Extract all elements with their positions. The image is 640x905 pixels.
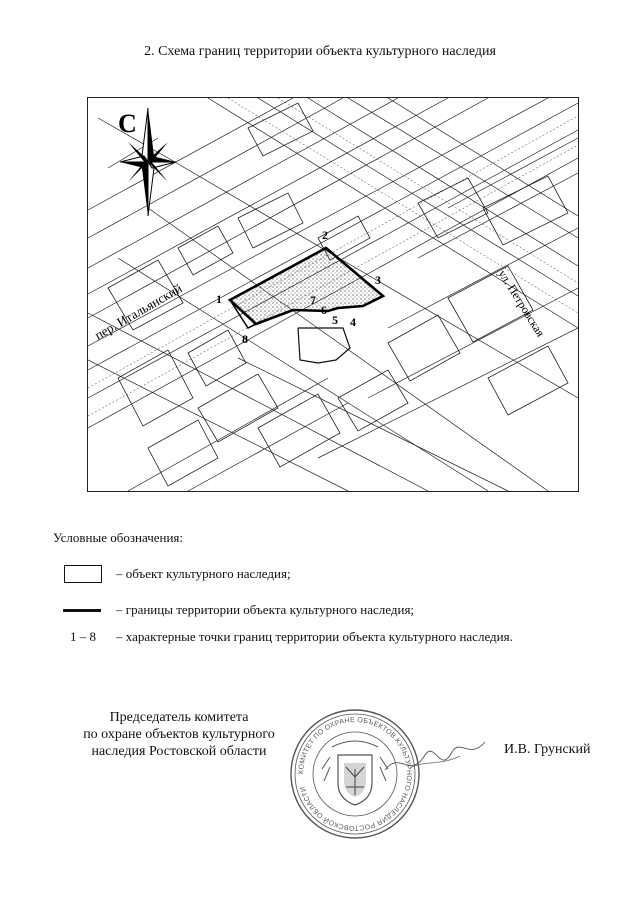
- street-label-petrovskaya: ул. Петровская: [495, 267, 548, 340]
- signatory-title: [54, 709, 304, 760]
- map-drawing: [88, 98, 578, 491]
- cadastral-map: [87, 97, 579, 492]
- point-label-7: 7: [310, 293, 316, 307]
- point-label-4: 4: [350, 315, 356, 329]
- legend-text-points: – характерные точки границ территории объекта культурного наследия.: [116, 629, 513, 644]
- point-label-2: 2: [322, 228, 328, 242]
- point-label-3: 3: [375, 273, 381, 287]
- legend-item-points: [53, 628, 613, 648]
- page-title: 2. Схема границ территории объекта культурного наследия: [144, 44, 496, 59]
- legend-points-symbol: 1 – 8: [70, 629, 96, 644]
- signatory-line-1: Председатель комитета: [109, 710, 249, 725]
- signatory-line-2: по охране объектов культурного: [83, 727, 275, 742]
- handwritten-signature: [380, 730, 490, 790]
- signatory-name: И.В. Грунский: [504, 742, 591, 757]
- legend-text-object: – объект культурного наследия;: [116, 566, 291, 581]
- legend-item-boundary: [53, 601, 613, 621]
- point-label-1: 1: [216, 292, 222, 306]
- legend-item-object: [53, 565, 613, 585]
- seal-emblem: [322, 741, 388, 805]
- north-arrow: [118, 108, 176, 216]
- point-label-5: 5: [332, 313, 338, 327]
- point-label-6: 6: [321, 303, 327, 317]
- point-label-8: 8: [242, 332, 248, 346]
- north-label: С: [118, 109, 137, 138]
- street-label-italyansky: пер. Итальянский: [92, 280, 185, 343]
- heritage-territory: [230, 248, 383, 324]
- signatory-line-3: наследия Ростовской области: [91, 744, 267, 759]
- seal-ring-text: КОМИТЕТ ПО ОХРАНЕ ОБЪЕКТОВ КУЛЬТУРНОГО НАСЛЕДИЯ РОСТОВСКОЙ ОБЛАСТИ: [297, 716, 413, 832]
- legend-title: Условные обозначения:: [53, 530, 184, 545]
- legend-box-symbol: [64, 565, 102, 583]
- legend-line-symbol: [63, 601, 101, 617]
- legend-text-boundary: – границы территории объекта культурного наследия;: [116, 602, 415, 617]
